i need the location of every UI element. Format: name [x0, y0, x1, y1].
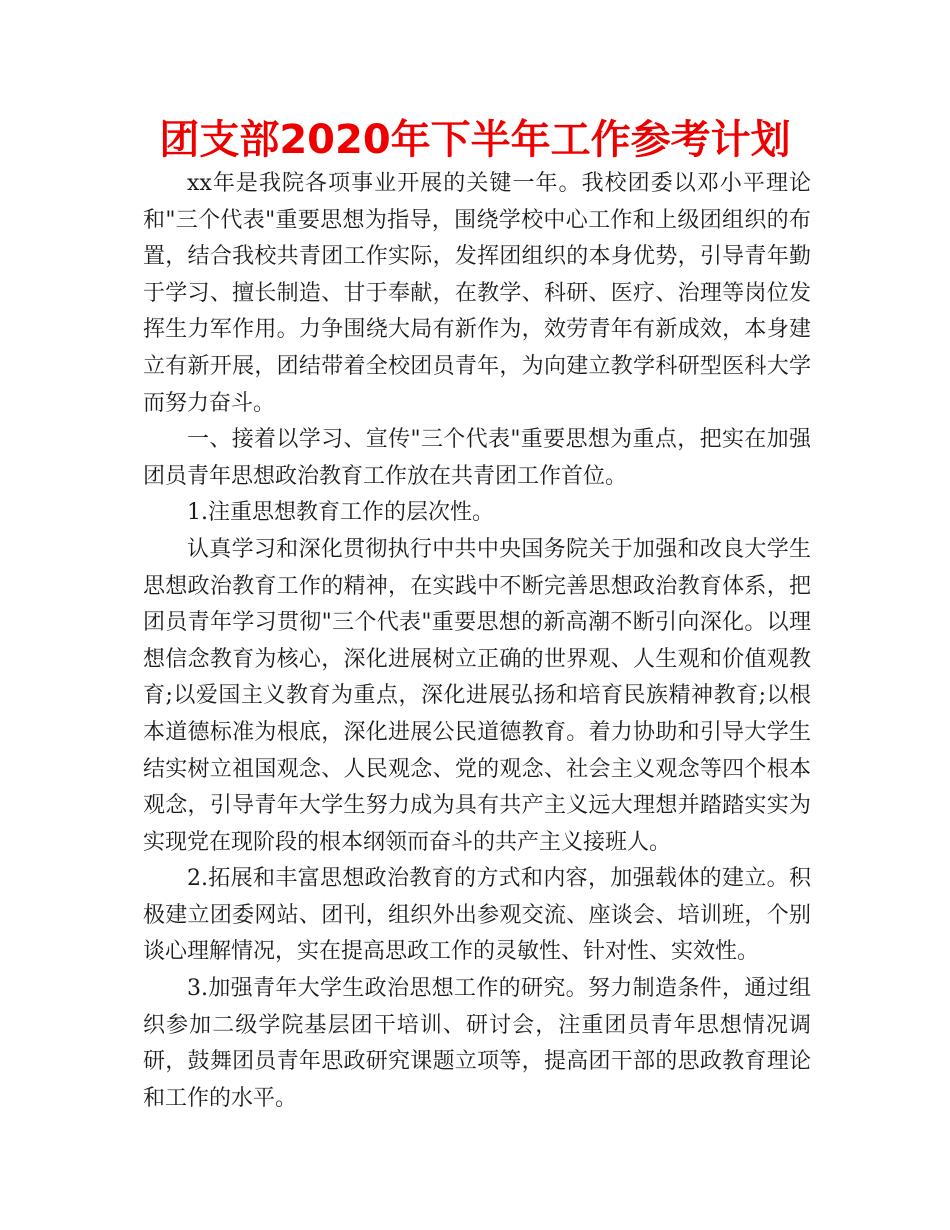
- item-3-paragraph: 3.加强青年大学生政治思想工作的研究。努力制造条件，通过组织参加二级学院基层团干培训、研讨会，注重团员青年思想情况调研，鼓舞团员青年思政研究课题立项等，提高团干部的思政教育理论和工作的水平。: [143, 976, 811, 1111]
- intro-paragraph: xx年是我院各项事业开展的关键一年。我校团委以邓小平理论和"三个代表"重要思想为指导，围绕学校中心工作和上级团组织的布置，结合我校共青团工作实际，发挥团组织的本身优势，引导青年勤于学习、擅长制造、甘于奉献，在教学、科研、医疗、治理等岗位发挥生力军作用。力争围绕大局有新作为，效劳青年有新成效，本身建立有新开展，团结带着全校团员青年，为向建立教学科研型医科大学而努力奋斗。: [143, 171, 811, 416]
- document-title: 团支部2020年下半年工作参考计划: [159, 117, 791, 163]
- item-1-body-paragraph: 认真学习和深化贯彻执行中共中央国务院关于加强和改良大学生思想政治教育工作的精神，在实践中不断完善思想政治教育体系，把团员青年学习贯彻"三个代表"重要思想的新高潮不断引向深化。以理想信念教育为核心，深化进展树立正确的世界观、人生观和价值观教育;以爱国主义教育为重点，深化进展弘扬和培育民族精神教育;以根本道德标准为根底，深化进展公民道德教育。着力协助和引导大学生结实树立祖国观念、人民观念、党的观念、社会主义观念等四个根本观念，引导青年大学生努力成为具有共产主义远大理想并踏踏实实为实现党在现阶段的根本纲领而奋斗的共产主义接班人。: [143, 536, 811, 855]
- document-body: [143, 166, 811, 1117]
- item-1-heading-paragraph: 1.注重思想教育工作的层次性。: [187, 500, 494, 526]
- item-2-paragraph: 2.拓展和丰富思想政治教育的方式和内容，加强载体的建立。积极建立团委网站、团刊，组织外出参观交流、座谈会、培训班，个别谈心理解情况，实在提高思政工作的灵敏性、针对性、实效性。: [143, 866, 811, 965]
- section-heading-paragraph: 一、接着以学习、宣传"三个代表"重要思想为重点，把实在加强团员青年思想政治教育工作放在共青团工作首位。: [143, 427, 811, 489]
